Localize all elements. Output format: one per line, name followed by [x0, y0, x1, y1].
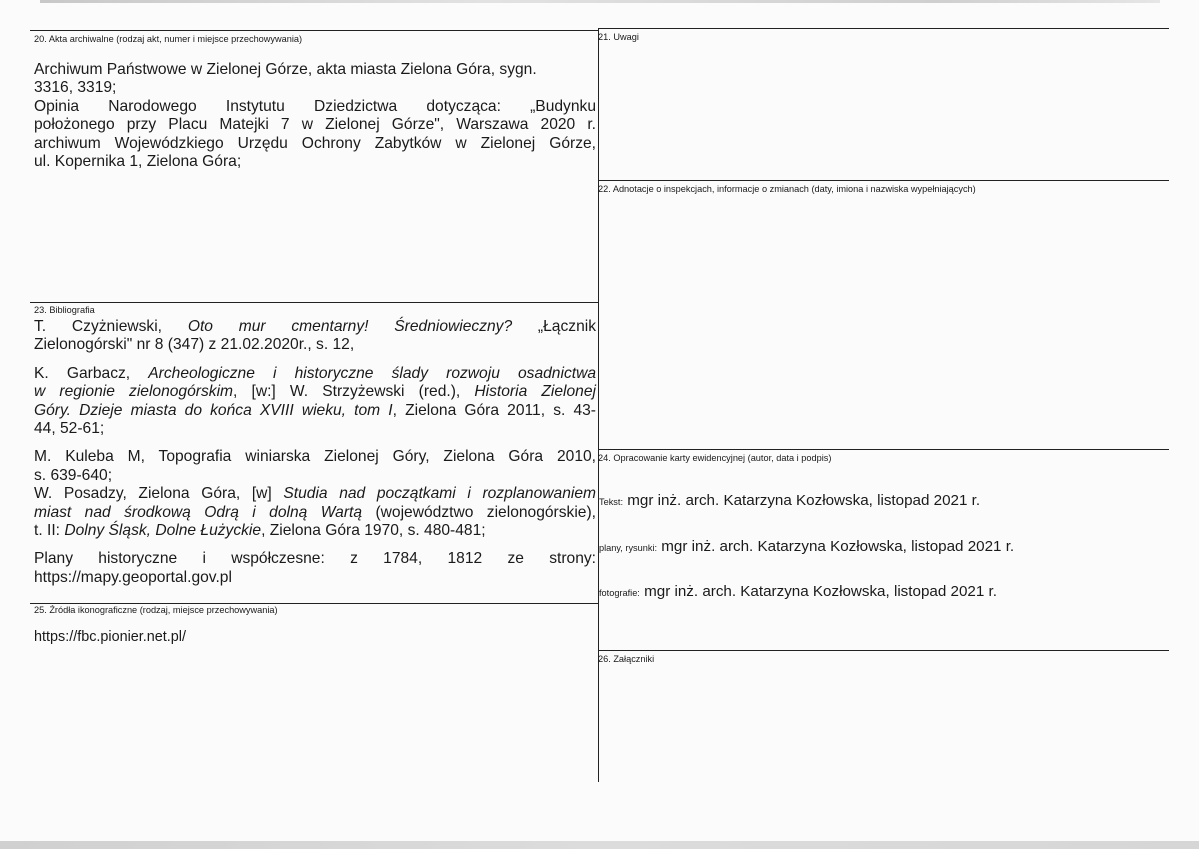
rule-23 [30, 302, 599, 303]
bibliography-entry-2-line-3: Góry. Dzieje miasta do końca XVIII wieku, tom I, Zielona Góra 2011, s. 43- [34, 401, 596, 419]
section-20-label: 20. Akta archiwalne (rodzaj akt, numer i miejsce przechowywania) [34, 34, 303, 44]
top-rule-left [30, 30, 599, 31]
archival-line-1: Archiwum Państwowe w Zielonej Górze, akta miasta Zielona Góra, sygn. [34, 61, 537, 78]
plans-prefix: plany, rysunki: [599, 543, 658, 553]
author-photos-row [599, 583, 997, 602]
bibliography-entry-3-line-2: s. 639-640; [34, 466, 113, 484]
rule-22 [599, 180, 1169, 181]
bibliography-list [34, 318, 596, 587]
text-author: mgr inż. arch. Katarzyna Kozłowska, listopad 2021 r. [627, 492, 981, 509]
section-23-label: 23. Bibliografia [34, 305, 95, 315]
scan-edge-top [40, 0, 1160, 3]
bibliography-entry-5-line-1: Plany historyczne i współczesne: z 1784, 1812 ze strony: [34, 550, 596, 568]
rule-25 [30, 603, 599, 604]
center-divider [598, 28, 599, 782]
bibliography-entry-1-line-1: T. Czyżniewski, Oto mur cmentarny! Średniowieczny? „Łącznik [34, 318, 596, 335]
author-plans-row [599, 538, 1014, 557]
section-21-label: 21. Uwagi [598, 32, 639, 42]
bibliography-entry-1-line-2: Zielonogórski" nr 8 (347) z 21.02.2020r., s. 12, [34, 336, 355, 354]
bibliography-entry-5-line-2: https://mapy.geoportal.gov.pl [34, 568, 232, 586]
archival-line-3: Opinia Narodowego Instytutu Dziedzictwa dotycząca: „Budynku [34, 97, 596, 115]
text-prefix: Tekst: [599, 497, 623, 507]
author-text-row [599, 492, 980, 511]
bibliography-entry-3-line-1: M. Kuleba M, Topografia winiarska Zielonej Góry, Zielona Góra 2010, [34, 448, 596, 466]
section-22-label: 22. Adnotacje o inspekcjach, informacje o zmianach (daty, imiona i nazwiska wypełniających) [598, 184, 976, 194]
bibliography-entry-2-line-2: w regionie zielonogórskim, [w:] W. Strzyżewski (red.), Historia Zielonej [34, 383, 596, 401]
photos-prefix: fotografie: [599, 588, 640, 598]
section-24-label: 24. Opracowanie karty ewidencyjnej (autor, data i podpis) [598, 453, 832, 463]
iconographic-source: https://fbc.pionier.net.pl/ [34, 629, 186, 645]
section-25-label: 25. Źródła ikonograficzne (rodzaj, miejsce przechowywania) [34, 605, 278, 615]
archival-line-2: 3316, 3319; [34, 79, 117, 97]
bibliography-entry-4-line-1: W. Posadzy, Zielona Góra, [w] Studia nad początkami i rozplanowaniem [34, 485, 596, 503]
bibliography-entry-2-line-1: K. Garbacz, Archeologiczne i historyczne ślady rozwoju osadnictwa [34, 364, 597, 382]
archival-line-4: położonego przy Placu Matejki 7 w Zielonej Górze", Warszawa 2020 r. [34, 116, 596, 134]
rule-26 [599, 650, 1169, 651]
top-rule-right [599, 28, 1169, 29]
scan-edge-bottom [0, 841, 1199, 849]
archival-line-5: archiwum Wojewódzkiego Urzędu Ochrony Zabytków w Zielonej Górze, [34, 134, 596, 152]
rule-24 [599, 449, 1169, 450]
bibliography-entry-4-line-2: miast nad środkową Odrą i dolną Wartą (województwo zielonogórskie), [34, 503, 596, 521]
archival-line-6: ul. Kopernika 1, Zielona Góra; [34, 153, 242, 171]
plans-author: mgr inż. arch. Katarzyna Kozłowska, listopad 2021 r. [661, 538, 1015, 555]
bibliography-entry-2-line-4: 44, 52-61; [34, 420, 105, 438]
photos-author: mgr inż. arch. Katarzyna Kozłowska, listopad 2021 r. [644, 583, 997, 600]
section-20-content [34, 61, 596, 171]
bibliography-entry-4-line-3: t. II: Dolny Śląsk, Dolne Łużyckie, Zielona Góra 1970, s. 480-481; [34, 522, 486, 540]
section-26-label: 26. Załączniki [598, 654, 655, 664]
